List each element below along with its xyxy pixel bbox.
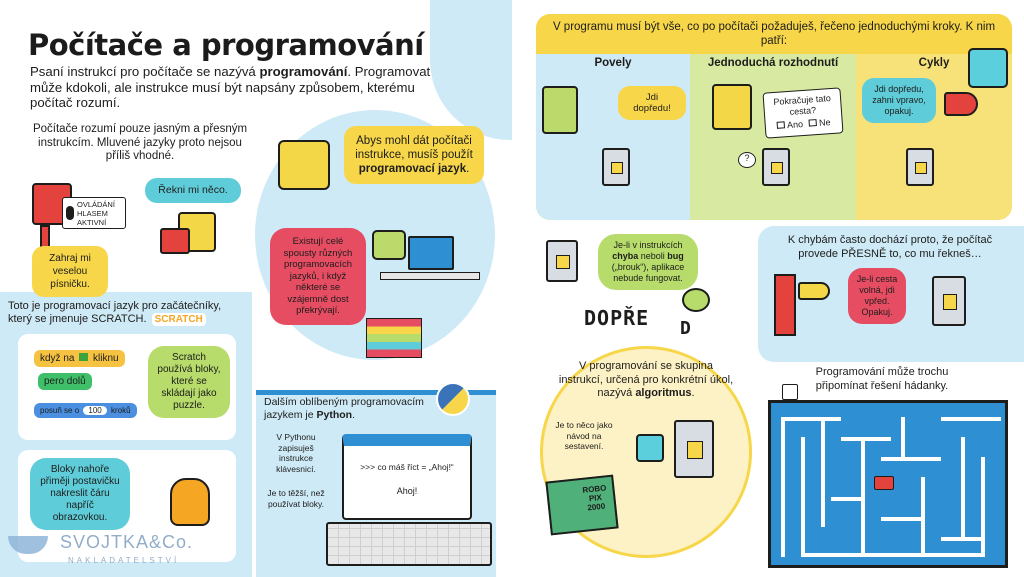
scratch-block-when-clicked: když na kliknu — [34, 350, 125, 367]
speech-play-song: Zahraj mi veselou písničku. — [32, 246, 108, 297]
green-robot-commands — [542, 86, 578, 134]
green-flag-icon — [79, 353, 88, 361]
yellow-robot-center — [278, 140, 330, 190]
answer-yes: Ano — [786, 119, 804, 131]
checkbox-no — [808, 119, 816, 127]
move-steps-value: 100 — [83, 406, 106, 415]
publisher-watermark — [8, 530, 208, 574]
python-logo-icon — [436, 382, 470, 416]
bug-code-text: DOPŘE — [584, 306, 650, 330]
col-commands-title: Povely — [594, 57, 632, 69]
algorithm-text: V programování se skupina instrukcí, určená pro konkrétní úkol, nazývá algoritmus. — [558, 360, 734, 399]
green-robot-at-desk — [372, 230, 406, 260]
python-note-harder: Je to těžší, než používat bloky. — [267, 488, 325, 509]
yellow-megaphone — [798, 282, 830, 300]
box-label: ROBO PIX 2000 — [582, 483, 607, 513]
chip-robot-loops — [906, 148, 934, 186]
chip-robot-decisions — [762, 148, 790, 186]
maze-text: Programování může trochu připomínat řešení hádanky. — [815, 366, 949, 392]
python-output: Ahoj! — [396, 486, 418, 496]
bug-fly-icon — [682, 288, 710, 312]
col-commands-bg — [536, 54, 690, 220]
speech-loop: Jdi dopředu, zahni vpravo, opakuj. — [862, 78, 936, 123]
megaphone — [944, 92, 978, 116]
scratch-cat — [170, 478, 210, 526]
maze-start-bot — [782, 384, 798, 400]
scratch-block-pen-down: pero dolů — [38, 373, 92, 390]
cyan-robot-loops — [968, 48, 1008, 88]
scratch-logo: SCRATCH — [152, 313, 206, 326]
laptop-screen — [342, 434, 472, 520]
page-title: Počítače a programování — [28, 28, 424, 62]
chip-robot-commands — [602, 148, 630, 186]
chip-robot-algorithm — [674, 420, 714, 478]
errors-text: K chybám často dochází proto, že počítač provede PŘESNĚ to, co mu řekneš… — [787, 234, 993, 260]
speech-tell-me: Řekni mi něco. — [145, 178, 241, 203]
python-intro: Dalším oblíbeným programovacím jazykem je Python. — [264, 396, 424, 421]
bug-code-letter: D — [680, 318, 691, 339]
red-robot-megaphone — [774, 274, 796, 336]
robo-box — [545, 475, 618, 536]
laptop-keyboard — [326, 522, 492, 566]
chip-robot-bug — [546, 240, 578, 282]
voice-control-panel — [62, 197, 126, 229]
right-page — [512, 0, 1024, 577]
publisher-name: SVOJTKA&Co. — [60, 532, 194, 552]
speech-go-forward: Jdi dopředu! — [618, 86, 686, 120]
speech-programming-language: Abys mohl dát počítači instrukce, musíš použít programovací jazyk. — [344, 126, 484, 184]
speech-if-road-clear: Je-li cesta volná, jdi vpřed. Opakuj. — [848, 268, 906, 324]
voice-control-label: OVLÁDÁNÍ HLASEM AKTIVNÍ — [77, 200, 115, 227]
bug-text: Je-li v instrukcích chyba neboli bug („brouk“), aplikace nebude fungovat. — [598, 234, 698, 290]
book-stack — [366, 318, 422, 358]
python-code-line: >>> co máš říct = „Ahoj!“ — [360, 462, 454, 472]
publisher-logo-icon — [8, 536, 48, 554]
question-sign-title: Pokračuje tato cesta? — [773, 93, 832, 117]
col-loops-title: Cykly — [918, 57, 950, 69]
python-note-keyboard: V Pythonu zapisuješ instrukce klávesnicí. — [276, 432, 316, 474]
scratch-cat-note: Bloky nahoře přiměji postavičku nakreslit čáru napříč obrazovkou. — [30, 458, 130, 530]
publisher-subtitle: NAKLADATELSTVÍ — [68, 556, 180, 565]
question-sign — [762, 87, 843, 138]
speech-many-languages: Existují celé spousty různých programovacích jazyků, i když některé se vzájemně dost překrývají. — [270, 228, 366, 325]
scratch-blocks-note: Scratch používá bloky, které se skládají jako puzzle. — [148, 346, 230, 418]
cyan-part — [636, 434, 664, 462]
clear-language-text: Počítače rozumí pouze jasným a přesným instrukcím. Mluvené jazyky proto nejsou příliš vhodné. — [32, 123, 248, 162]
microphone-icon — [66, 206, 74, 220]
blue-laptop — [408, 236, 454, 270]
question-mark-bubble: ? — [738, 152, 756, 168]
scratch-intro: Toto je programovací jazyk pro začátečníky, který se jmenuje SCRATCH. SCRATCH — [8, 300, 222, 325]
scratch-block-move: posuň se o 100 kroků — [34, 403, 137, 418]
steps-header: V programu musí být vše, co po počítači požaduješ, řečeno jednoduchými kroky. K nim patří: — [552, 21, 996, 47]
yellow-robot-decisions — [712, 84, 752, 130]
checkbox-yes — [777, 121, 785, 129]
intro-paragraph: Psaní instrukcí pro počítače se nazývá programování. Programovat může kdokoli, ale instrukce musí být napsány způsobem, kterému počítač rozumí. — [30, 64, 431, 110]
col-decisions-title: Jednoduchá rozhodnutí — [707, 57, 839, 69]
red-laptop — [160, 228, 190, 254]
desk — [380, 272, 480, 280]
chip-robot-errors — [932, 276, 966, 326]
toolbox-icon — [874, 476, 894, 490]
algorithm-note: Je to něco jako návod na sestavení. — [555, 420, 613, 451]
answer-no: Ne — [818, 117, 831, 128]
